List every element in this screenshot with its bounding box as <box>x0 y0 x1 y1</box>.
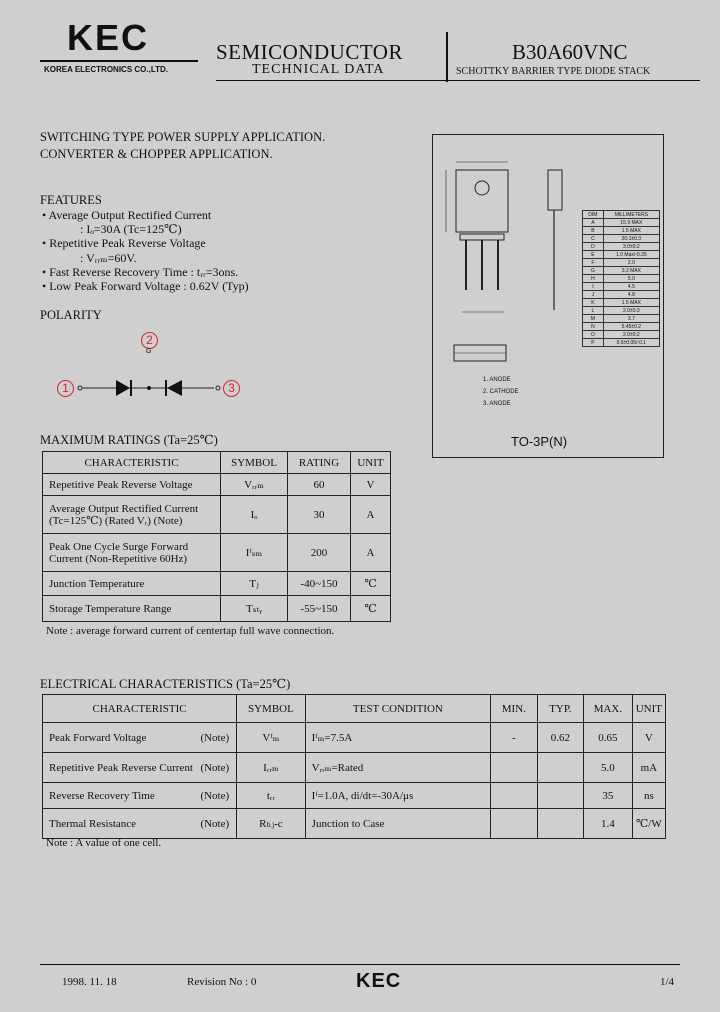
dim-row <box>583 219 660 227</box>
electrical-note: Note : A value of one cell. <box>46 837 162 849</box>
company-name: KOREA ELECTRONICS CO.,LTD. <box>44 65 168 74</box>
ec-char <box>43 723 237 753</box>
dim-letter: H <box>583 275 604 283</box>
ec-char-note: (Note) <box>200 761 230 774</box>
mr-char: Storage Temperature Range <box>43 596 221 622</box>
mr-row <box>43 534 391 572</box>
footer-date: 1998. 11. 18 <box>62 976 117 988</box>
ec-min <box>491 783 538 809</box>
dim-value: 2.0 <box>603 259 659 267</box>
mr-symbol: Iᶠₛₘ <box>221 534 288 572</box>
footer-kec-logo: KEC <box>356 970 402 992</box>
dim-row <box>583 307 660 315</box>
dim-value: 3.2 MAX <box>603 267 659 275</box>
ec-unit: ns <box>632 783 665 809</box>
mr-symbol: Iₒ <box>221 496 288 534</box>
ec-header-unit: UNIT <box>632 695 665 723</box>
ec-char-text: Thermal Resistance <box>49 817 137 830</box>
diode-2-triangle <box>167 380 182 396</box>
mr-row <box>43 596 391 622</box>
footer-page: 1/4 <box>660 976 675 988</box>
dim-row <box>583 267 660 275</box>
ec-min: - <box>491 723 538 753</box>
dim-value: 2.0±0.2 <box>603 331 659 339</box>
dim-letter: O <box>583 331 604 339</box>
ec-row <box>43 809 666 839</box>
electrical-table <box>42 694 666 839</box>
mr-rating: 200 <box>288 534 351 572</box>
dim-letter: L <box>583 307 604 315</box>
dim-row <box>583 259 660 267</box>
dim-letter: G <box>583 267 604 275</box>
ec-row <box>43 783 666 809</box>
dim-letter: E <box>583 251 604 259</box>
ec-char-note: (Note) <box>200 789 230 802</box>
application-line-1: SWITCHING TYPE POWER SUPPLY APPLICATION. <box>40 130 326 144</box>
category-title: SEMICONDUCTOR <box>216 40 403 64</box>
footer-revision: Revision No : 0 <box>187 976 257 988</box>
kec-logo: KEC <box>67 17 150 58</box>
pin-3-marker <box>223 379 240 397</box>
mr-header-rating: RATING <box>288 452 351 474</box>
ec-char-note: (Note) <box>200 817 230 830</box>
mr-unit: A <box>351 534 391 572</box>
mr-char: Peak One Cycle Surge Forward Current (Non-Repetitive 60Hz) <box>43 534 221 572</box>
polarity-title: POLARITY <box>40 308 102 322</box>
mr-row <box>43 474 391 496</box>
dim-row <box>583 315 660 323</box>
dim-letter: K <box>583 299 604 307</box>
ec-min <box>491 809 538 839</box>
ec-unit: mA <box>632 753 665 783</box>
mr-unit: A <box>351 496 391 534</box>
feature-item: • Average Output Rectified Current <box>42 208 212 222</box>
dim-letter: J <box>583 291 604 299</box>
mr-header-char: CHARACTERISTIC <box>43 452 221 474</box>
mr-char: Average Output Rectified Current (Tc=125℃) (Rated Vᵣ) (Note) <box>43 496 221 534</box>
feature-item: • Low Peak Forward Voltage : 0.62V (Typ) <box>42 279 249 293</box>
dim-value: 20.1±0.3 <box>603 235 659 243</box>
dim-value: 5.0 <box>603 275 659 283</box>
ec-typ <box>537 783 583 809</box>
dim-row <box>583 339 660 347</box>
ec-symbol: Rₕⱼ‑c <box>237 809 306 839</box>
ec-char <box>43 783 237 809</box>
pin-legend-1: 1. ANODE <box>483 377 511 383</box>
dim-value: 3.7 <box>603 315 659 323</box>
max-ratings-title: MAXIMUM RATINGS (Ta=25℃) <box>40 433 218 447</box>
lead-base <box>460 234 504 240</box>
dim-letter: B <box>583 227 604 235</box>
ec-cond: Vᵣᵣₘ=Rated <box>305 753 490 783</box>
center-node <box>147 386 151 390</box>
dim-letter: A <box>583 219 604 227</box>
terminal-3-dot <box>216 386 220 390</box>
mr-header-unit: UNIT <box>351 452 391 474</box>
dimension-table <box>582 210 660 347</box>
pin-1-circle: 1 <box>57 380 74 397</box>
part-number: B30A60VNC <box>512 40 628 64</box>
dim-letter: N <box>583 323 604 331</box>
ec-symbol: Iᵣᵣₘ <box>237 753 306 783</box>
mr-rating: -40~150 <box>288 572 351 596</box>
ec-header-typ: TYP. <box>537 695 583 723</box>
max-ratings-table <box>42 451 391 622</box>
dim-letter: F <box>583 259 604 267</box>
ec-unit: V <box>632 723 665 753</box>
dim-value: 15.9 MAX <box>603 219 659 227</box>
subcategory-title: TECHNICAL DATA <box>252 62 385 77</box>
package-name: TO-3P(N) <box>511 434 568 449</box>
ec-row <box>43 723 666 753</box>
feature-item: • Fast Reverse Recovery Time : tᵣᵣ=3ons. <box>42 265 239 279</box>
ec-char-note: (Note) <box>200 731 230 744</box>
terminal-1-dot <box>78 386 82 390</box>
mr-symbol: Tⱼ <box>221 572 288 596</box>
dim-row <box>583 275 660 283</box>
ec-char <box>43 809 237 839</box>
pin-2-label: G <box>146 348 152 355</box>
dim-letter: D <box>583 243 604 251</box>
pin-legend-3: 3. ANODE <box>483 401 511 407</box>
max-ratings-note: Note : average forward current of centertap full wave connection. <box>46 625 335 637</box>
dim-letter: C <box>583 235 604 243</box>
ec-row <box>43 753 666 783</box>
ec-header-min: MIN. <box>491 695 538 723</box>
mr-symbol: Vᵣᵣₘ <box>221 474 288 496</box>
mr-symbol: Tₛₜᵧ <box>221 596 288 622</box>
dim-row <box>583 227 660 235</box>
header-rule-left <box>40 60 198 62</box>
dim-row <box>583 331 660 339</box>
dim-letter: M <box>583 315 604 323</box>
mr-unit: ℃ <box>351 572 391 596</box>
ec-char-text: Repetitive Peak Reverse Current <box>49 761 193 774</box>
ec-typ <box>537 809 583 839</box>
ec-header-symbol: SYMBOL <box>237 695 306 723</box>
dim-value: 3.0±0.2 <box>603 243 659 251</box>
pin-2-marker <box>141 331 158 349</box>
dim-row <box>583 291 660 299</box>
dim-value: 1.5 MAX <box>603 227 659 235</box>
mr-unit: V <box>351 474 391 496</box>
ec-min <box>491 753 538 783</box>
ec-char-text: Reverse Recovery Time <box>49 789 155 802</box>
ec-char-text: Peak Forward Voltage <box>49 731 147 744</box>
mr-char: Junction Temperature <box>43 572 221 596</box>
electrical-title: ELECTRICAL CHARACTERISTICS (Ta=25℃) <box>40 677 291 691</box>
dim-row <box>583 323 660 331</box>
header-divider <box>446 32 448 82</box>
dim-value: 0.6±0.05/-0.1 <box>603 339 659 347</box>
application-line-2: CONVERTER & CHOPPER APPLICATION. <box>40 147 273 161</box>
ec-char <box>43 753 237 783</box>
ec-symbol: tᵣᵣ <box>237 783 306 809</box>
dim-value: 1.5 MAX <box>603 299 659 307</box>
features-title: FEATURES <box>40 193 102 207</box>
mounting-hole <box>475 181 489 195</box>
part-description: SCHOTTKY BARRIER TYPE DIODE STACK <box>456 66 651 77</box>
dim-value: 1.0 Max/-0.25 <box>603 251 659 259</box>
dim-header-mm: MILLIMETERS <box>603 211 659 219</box>
mr-rating: -55~150 <box>288 596 351 622</box>
dim-value: 2.0±0.3 <box>603 307 659 315</box>
dim-row <box>583 283 660 291</box>
ec-cond: Iᶠ=1.0A, di/dt=-30A/μs <box>305 783 490 809</box>
pin-1-marker <box>57 379 74 397</box>
dim-letter: I <box>583 283 604 291</box>
ec-cond: Junction to Case <box>305 809 490 839</box>
diode-symbol <box>74 376 224 400</box>
dim-row <box>583 299 660 307</box>
header-rule <box>216 80 700 81</box>
side-view-body <box>548 170 562 210</box>
pin-3-circle: 3 <box>223 380 240 397</box>
feature-value: : Vᵣᵣₘ=60V. <box>80 251 137 265</box>
pin-2-circle: 2 <box>141 332 158 349</box>
feature-item: • Repetitive Peak Reverse Voltage <box>42 236 206 250</box>
ec-max: 1.4 <box>584 809 633 839</box>
dim-row <box>583 243 660 251</box>
dim-header-dim: DIM <box>583 211 604 219</box>
package-body <box>456 170 508 232</box>
ec-max: 0.65 <box>584 723 633 753</box>
mr-header-symbol: SYMBOL <box>221 452 288 474</box>
mr-row <box>43 572 391 596</box>
mr-row <box>43 496 391 534</box>
dim-value: 4.8 <box>603 291 659 299</box>
ec-header-cond: TEST CONDITION <box>305 695 490 723</box>
ec-typ: 0.62 <box>537 723 583 753</box>
ec-max: 5.0 <box>584 753 633 783</box>
pin-legend-2: 2. CATHODE <box>483 389 519 395</box>
ec-symbol: Vᶠₘ <box>237 723 306 753</box>
dim-value: 4.5 <box>603 283 659 291</box>
mr-rating: 30 <box>288 496 351 534</box>
dim-letter: P <box>583 339 604 347</box>
dim-value: 5.45±0.2 <box>603 323 659 331</box>
ec-unit: ℃/W <box>632 809 665 839</box>
ec-header-char: CHARACTERISTIC <box>43 695 237 723</box>
dim-row <box>583 251 660 259</box>
package-drawing <box>436 140 586 380</box>
footer-rule <box>40 964 680 965</box>
ec-header-max: MAX. <box>584 695 633 723</box>
feature-value: : Iₒ=30A (Tc=125℃) <box>80 222 182 236</box>
diode-1-triangle <box>116 380 130 396</box>
mr-rating: 60 <box>288 474 351 496</box>
dim-row <box>583 235 660 243</box>
ec-max: 35 <box>584 783 633 809</box>
mr-char: Repetitive Peak Reverse Voltage <box>43 474 221 496</box>
ec-typ <box>537 753 583 783</box>
mr-unit: ℃ <box>351 596 391 622</box>
ec-cond: Iᶠₘ=7.5A <box>305 723 490 753</box>
